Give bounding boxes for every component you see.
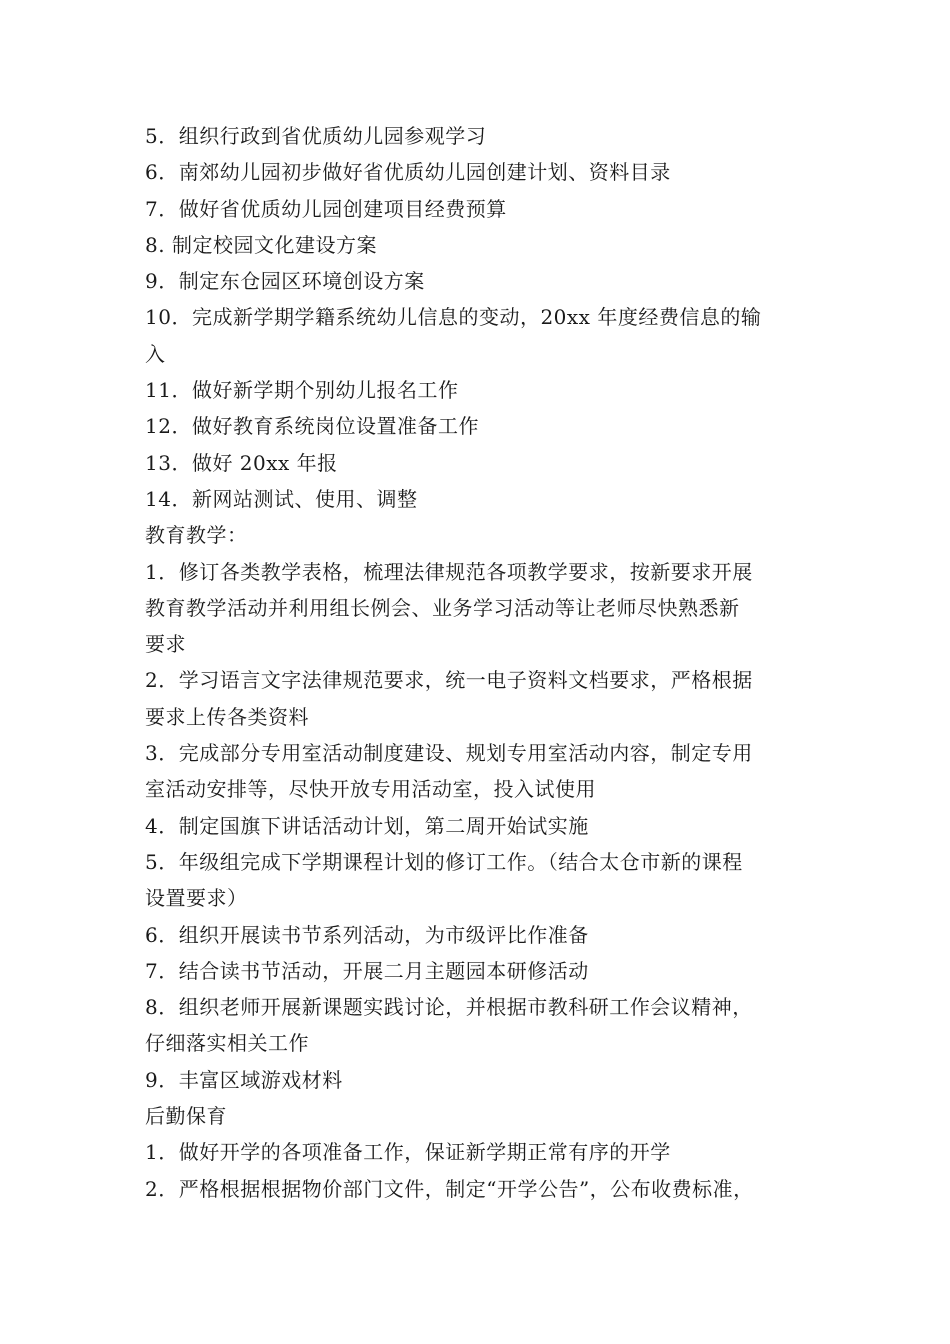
section-heading: 后勤保育 [145, 1104, 227, 1129]
text-line: 8. 制定校园文化建设方案 [145, 232, 377, 257]
text-line: 5．组织行政到省优质幼儿园参观学习 [145, 124, 487, 148]
text-line: 9．丰富区域游戏材料 [145, 1067, 343, 1092]
text-line: 要求 [145, 632, 186, 657]
text-line: 2．严格根据根据物价部门文件，制定“开学公告”，公布收费标准， [145, 1176, 754, 1201]
text-line: 教育教学活动并利用组长例会、业务学习活动等让老师尽快熟悉新 [145, 595, 740, 620]
text-line: 10．完成新学期学籍系统幼儿信息的变动，20xx 年度经费信息的输 [145, 305, 762, 330]
text-line: 11．做好新学期个别幼儿报名工作 [145, 378, 459, 403]
text-line: 6．南郊幼儿园初步做好省优质幼儿园创建计划、资料目录 [145, 160, 671, 185]
text-line: 1．修订各类教学表格，梳理法律规范各项教学要求，按新要求开展 [145, 559, 753, 584]
text-line: 入 [145, 341, 166, 366]
text-line: 2．学习语言文字法律规范要求，统一电子资料文档要求，严格根据 [145, 668, 753, 693]
text-line: 14．新网站测试、使用、调整 [145, 486, 418, 511]
text-line: 9．制定东仓园区环境创设方案 [145, 269, 425, 294]
section-heading: 教育教学： [145, 523, 248, 548]
text-line: 4．制定国旗下讲话活动计划，第二周开始试实施 [145, 813, 589, 838]
text-line: 1．做好开学的各项准备工作，保证新学期正常有序的开学 [145, 1140, 671, 1165]
text-line: 13．做好 20xx 年报 [145, 450, 338, 475]
document-body [145, 118, 825, 1207]
text-line: 5．年级组完成下学期课程计划的修订工作。（结合太仓市新的课程 [145, 849, 743, 874]
text-line: 7．做好省优质幼儿园创建项目经费预算 [145, 196, 507, 221]
text-line: 8．组织老师开展新课题实践讨论，并根据市教科研工作会议精神， [145, 995, 753, 1020]
text-line: 设置要求） [145, 886, 248, 911]
text-line: 室活动安排等，尽快开放专用活动室，投入试使用 [145, 777, 596, 802]
text-line: 仔细落实相关工作 [145, 1031, 309, 1056]
text-line: 要求上传各类资料 [145, 704, 309, 729]
text-line: 6．组织开展读书节系列活动，为市级评比作准备 [145, 922, 589, 947]
text-line: 7．结合读书节活动，开展二月主题园本研修活动 [145, 958, 589, 983]
text-line: 3．完成部分专用室活动制度建设、规划专用室活动内容，制定专用 [145, 741, 753, 766]
text-line: 12．做好教育系统岗位设置准备工作 [145, 414, 479, 439]
